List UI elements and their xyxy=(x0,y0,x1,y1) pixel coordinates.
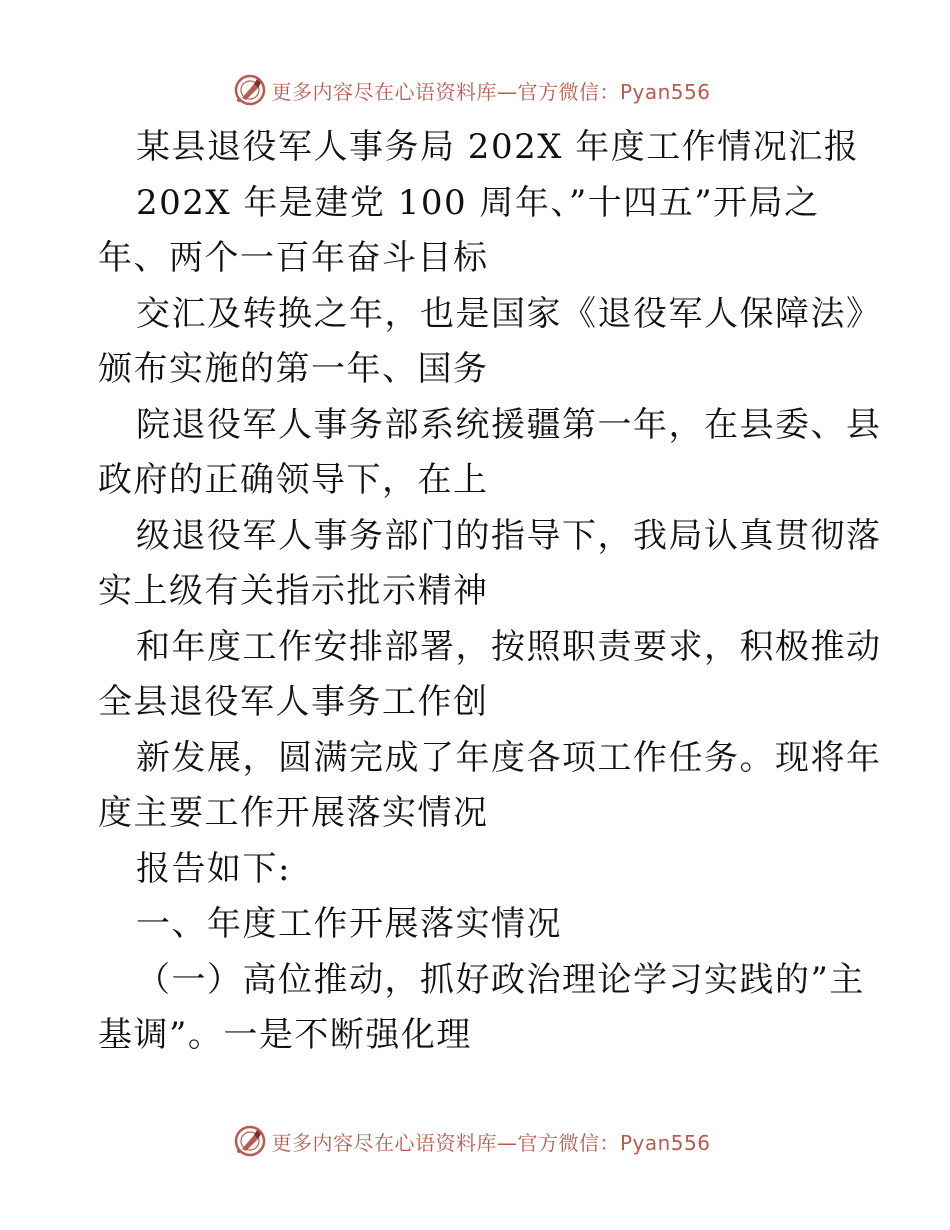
watermark-text: 更多内容尽在心语资料库—官方微信：Pyan556 xyxy=(271,1130,711,1155)
pen-nib-circle-icon xyxy=(233,73,267,107)
document-line: 院退役军人事务部系统援疆第一年，在县委、县 xyxy=(136,404,882,445)
document-line: 报告如下: xyxy=(136,848,291,889)
document-line: 实上级有关指示批示精神 xyxy=(98,571,489,611)
document-line: 交汇及转换之年，也是国家《退役军人保障法》 xyxy=(136,293,882,334)
document-line: 全县退役军人事务工作创 xyxy=(98,682,489,722)
header-watermark xyxy=(0,70,950,110)
document-line: 基调”。一是不断强化理 xyxy=(98,1015,472,1055)
document-line: 新发展，圆满完成了年度各项工作任务。现将年 xyxy=(136,737,882,778)
document-line: 年、两个一百年奋斗目标 xyxy=(98,238,489,278)
footer-watermark xyxy=(0,1121,950,1161)
document-line: 级退役军人事务部门的指导下，我局认真贯彻落 xyxy=(136,515,882,556)
document-line: 一、年度工作开展落实情况 xyxy=(136,904,562,944)
document-line: 202X 年是建党 100 周年、”十四五”开局之 xyxy=(136,182,820,223)
watermark-text: 更多内容尽在心语资料库—官方微信：Pyan556 xyxy=(271,79,711,104)
document-body xyxy=(98,120,882,1064)
document-line: （一）高位推动，抓好政治理论学习实践的”主 xyxy=(136,959,865,1000)
document-line: 政府的正确领导下，在上 xyxy=(98,460,489,500)
document-line: 和年度工作安排部署，按照职责要求，积极推动 xyxy=(136,626,882,667)
pen-nib-circle-icon xyxy=(233,1124,267,1158)
document-line: 某县退役军人事务局 202X 年度工作情况汇报 xyxy=(136,127,860,167)
document-line: 度主要工作开展落实情况 xyxy=(98,793,489,833)
document-line: 颁布实施的第一年、国务 xyxy=(98,349,489,389)
